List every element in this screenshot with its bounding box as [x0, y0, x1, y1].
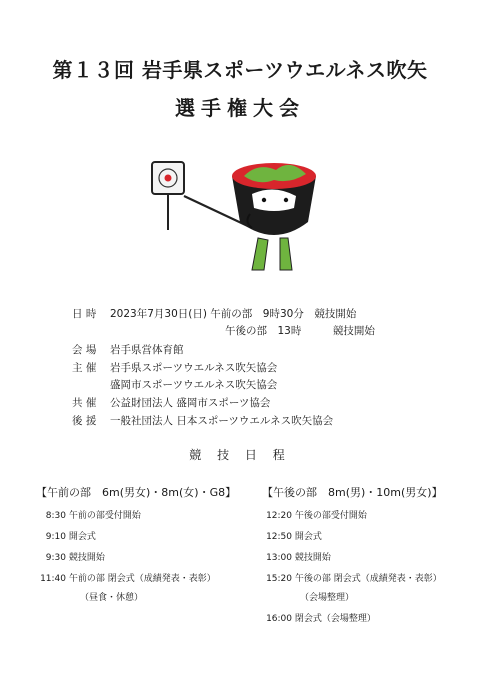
venue-value: 岩手県営体育館	[110, 344, 184, 356]
target-icon	[152, 162, 184, 230]
cohost-label: 共 催	[72, 397, 97, 409]
afternoon-item	[264, 611, 376, 624]
schedule-time: 9:30	[45, 553, 66, 563]
venue-label: 会 場	[72, 344, 97, 356]
schedule-time: 12:50	[266, 532, 292, 542]
title-line-2: 選手権大会	[175, 96, 305, 120]
support-value: 一般社団法人 日本スポーツウエルネス吹矢協会	[110, 415, 334, 427]
schedule-time: 11:40	[40, 574, 66, 584]
schedule-text: 午前の部 閉会式（成績発表・表彰）	[68, 574, 216, 584]
morning-item	[44, 529, 96, 542]
morning-item	[44, 508, 141, 521]
datetime-label: 日 時	[72, 308, 97, 320]
schedule-time: 13:00	[266, 553, 292, 563]
cohost-value: 公益財団法人 盛岡市スポーツ協会	[110, 397, 271, 409]
title-line-1: 第１３回 岩手県スポーツウエルネス吹矢	[52, 58, 428, 82]
schedule-text: 閉会式（会場整理）	[294, 614, 376, 624]
datetime-value-1: 2023年7月30日(日) 午前の部 9時30分 競技開始	[110, 308, 357, 320]
morning-item	[80, 590, 143, 603]
morning-header: 【午前の部 6m(男女)・8m(女)・G8】	[36, 486, 237, 499]
schedule-text: （昼食・休憩）	[80, 593, 144, 603]
schedule-time: 15:20	[266, 574, 292, 584]
schedule-text: 競技開始	[68, 553, 105, 563]
datetime-value-2: 午後の部 13時 競技開始	[225, 325, 375, 337]
schedule-time: 12:20	[266, 511, 292, 521]
schedule-heading: 競 技 日 程	[189, 448, 291, 462]
afternoon-item	[264, 529, 322, 542]
host-value-1: 岩手県スポーツウエルネス吹矢協会	[110, 362, 278, 374]
schedule-text: 午後の部 閉会式（成績発表・表彰）	[294, 574, 442, 584]
schedule-text: 午後の部受付開始	[294, 511, 367, 521]
schedule-time: 16:00	[266, 614, 292, 624]
schedule-text: 競技開始	[294, 553, 331, 563]
afternoon-item	[300, 590, 354, 603]
morning-item	[44, 550, 105, 563]
afternoon-item	[264, 550, 331, 563]
schedule-text: 開会式	[68, 532, 96, 542]
schedule-text: （会場整理）	[300, 593, 355, 603]
host-label: 主 催	[72, 362, 97, 374]
afternoon-header: 【午後の部 8m(男)・10m(男女)】	[262, 486, 443, 499]
schedule-time: 8:30	[45, 511, 66, 521]
host-value-2: 盛岡市スポーツウエルネス吹矢協会	[110, 379, 278, 391]
support-label: 後 援	[72, 415, 97, 427]
schedule-text: 開会式	[294, 532, 322, 542]
morning-item	[38, 571, 216, 584]
schedule-text: 午前の部受付開始	[68, 511, 141, 521]
afternoon-item	[264, 571, 442, 584]
mascot-illustration	[140, 152, 320, 282]
schedule-time: 9:10	[45, 532, 66, 542]
afternoon-item	[264, 508, 367, 521]
